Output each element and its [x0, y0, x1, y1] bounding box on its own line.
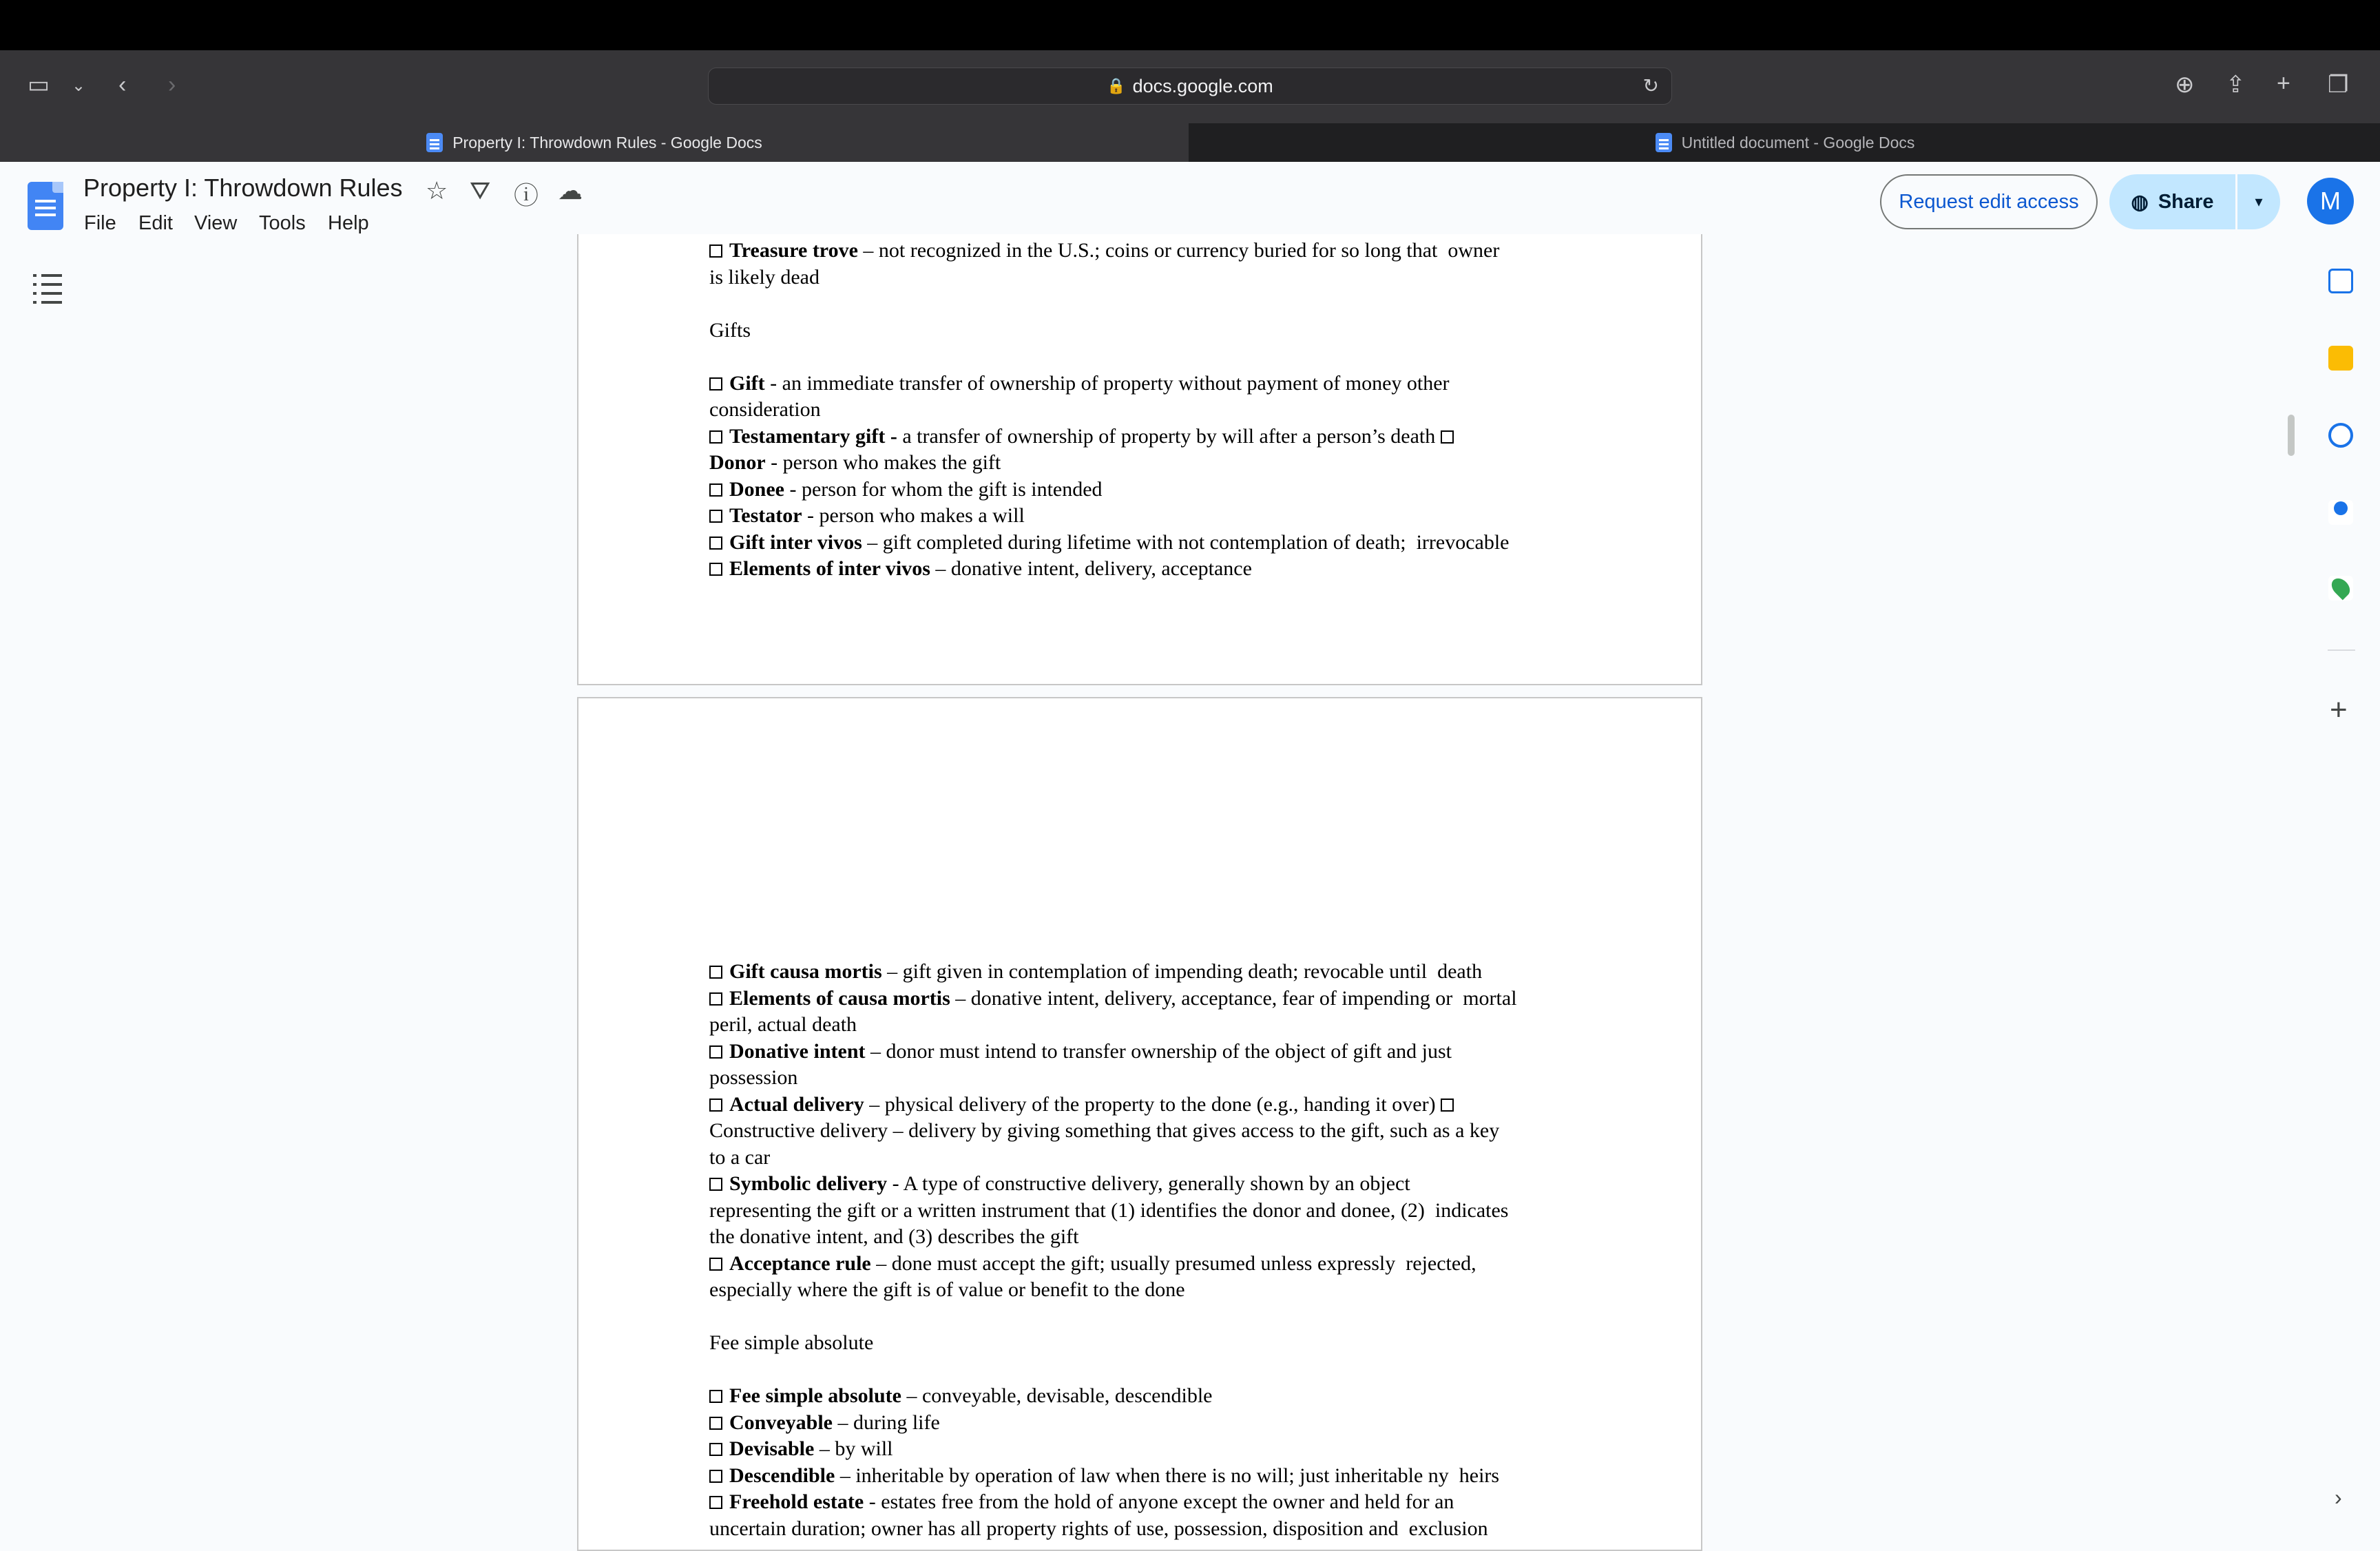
list-item	[709, 238, 1591, 264]
checkbox-bullet-icon	[1441, 1099, 1454, 1112]
share-icon[interactable]: ⇪	[2226, 72, 2246, 98]
maps-icon[interactable]	[2328, 576, 2353, 601]
definition-text: – donative intent, delivery, acceptance	[930, 557, 1252, 580]
list-item	[709, 530, 1591, 556]
avatar[interactable]: M	[2307, 178, 2354, 225]
checkbox-bullet-icon	[709, 563, 722, 576]
list-item	[709, 1516, 1591, 1543]
back-icon[interactable]: ‹	[118, 72, 127, 98]
cloud-status-icon[interactable]: ☁	[558, 176, 583, 205]
document-title[interactable]: Property I: Throwdown Rules	[83, 174, 403, 202]
definition-text: consideration	[709, 398, 821, 421]
tab-bar	[0, 123, 2380, 162]
definition-text: - an immediate transfer of ownership of property without payment of money other	[764, 371, 1450, 395]
list-item	[709, 986, 1591, 1012]
globe-icon: ◍	[2131, 191, 2149, 214]
menu-edit[interactable]: Edit	[138, 212, 173, 234]
checkbox-bullet-icon	[709, 1178, 722, 1191]
checkbox-bullet-icon	[709, 1417, 722, 1430]
definition-text: - person who makes the gift	[765, 451, 1001, 474]
list-item	[709, 556, 1591, 583]
blank-line	[709, 1304, 1591, 1331]
checkbox-bullet-icon	[709, 430, 722, 444]
term: Donee	[729, 477, 784, 501]
term: Gift causa mortis	[729, 960, 882, 983]
checkbox-bullet-icon	[709, 377, 722, 391]
term: Gift inter vivos	[729, 530, 862, 554]
scrollbar-thumb[interactable]	[2288, 415, 2295, 456]
list-item	[709, 1065, 1591, 1092]
checkbox-bullet-icon	[709, 537, 722, 550]
checkbox-bullet-icon	[709, 1099, 722, 1112]
checkbox-bullet-icon	[709, 1390, 722, 1403]
definition-text: possession	[709, 1066, 798, 1089]
menu-view[interactable]: View	[194, 212, 238, 234]
menu-file[interactable]: File	[84, 212, 116, 234]
definition-text: to a car	[709, 1145, 771, 1169]
blank-line	[709, 291, 1591, 318]
checkbox-bullet-icon	[709, 1496, 722, 1509]
address-bar[interactable]	[708, 67, 1672, 105]
page-2-content	[709, 959, 1591, 1542]
document-outline-icon[interactable]	[33, 274, 62, 310]
definition-text: – by will	[814, 1437, 893, 1460]
blank-line	[709, 344, 1591, 371]
list-item	[709, 1092, 1591, 1118]
page-1-content	[709, 238, 1591, 583]
term: Fee simple absolute	[729, 1384, 901, 1407]
definition-text: a transfer of ownership of property by will after a person’s death	[897, 424, 1441, 448]
definition-text: peril, actual death	[709, 1013, 857, 1036]
term: Actual delivery	[729, 1092, 864, 1116]
definition-text: especially where the gift is of value or benefit to the done	[709, 1278, 1185, 1301]
forward-icon[interactable]: ›	[168, 72, 176, 98]
term: Descendible	[729, 1464, 835, 1487]
list-item	[709, 397, 1591, 424]
checkbox-bullet-icon	[709, 1258, 722, 1271]
term: Gift	[729, 371, 765, 395]
section-heading: Gifts	[709, 318, 751, 342]
definition-text: – gift given in contemplation of impending death; revocable until death	[881, 960, 1483, 983]
term: Testamentary gift -	[729, 424, 897, 448]
checkbox-bullet-icon	[709, 1443, 722, 1456]
definition-text: – during life	[833, 1411, 940, 1434]
sidebar-toggle-icon[interactable]: ▭	[28, 72, 50, 98]
tasks-icon[interactable]	[2328, 423, 2353, 448]
list-item	[709, 1171, 1591, 1198]
list-item	[709, 1012, 1591, 1039]
definition-text: - estates free from the hold of anyone except the owner and held for an	[864, 1490, 1454, 1513]
checkbox-bullet-icon	[709, 244, 722, 258]
list-item	[709, 1436, 1591, 1463]
definition-text: is likely dead	[709, 265, 820, 289]
show-side-panel-chevron-icon[interactable]: ›	[2335, 1485, 2342, 1510]
definition-text: – done must accept the gift; usually presumed unless expressly rejected,	[870, 1251, 1476, 1275]
definition-text: – physical delivery of the property to the done (e.g., handing it over)	[864, 1092, 1441, 1116]
tab-untitled-document[interactable]: Untitled document - Google Docs	[1190, 123, 2380, 162]
checkbox-bullet-icon	[709, 992, 722, 1006]
checkbox-bullet-icon	[709, 1470, 722, 1483]
term: Symbolic delivery	[729, 1172, 888, 1195]
new-tab-icon[interactable]: +	[2277, 70, 2290, 96]
term: Acceptance rule	[729, 1251, 871, 1275]
request-edit-access-button[interactable]: Request edit access	[1880, 174, 2098, 229]
keep-icon[interactable]	[2328, 346, 2353, 371]
definition-text: - A type of constructive delivery, generally shown by an object	[887, 1172, 1410, 1195]
definition-text: - person who makes a will	[802, 504, 1025, 527]
list-item	[709, 1277, 1591, 1304]
definition-text: – conveyable, devisable, descendible	[901, 1384, 1213, 1407]
definition-text: – donative intent, delivery, acceptance, fear of impending or mortal	[950, 986, 1517, 1010]
list-item	[709, 1039, 1591, 1065]
calendar-icon[interactable]	[2328, 269, 2353, 293]
definition-text: – donor must intend to transfer ownership of the object of gift and just	[865, 1039, 1452, 1063]
side-panel-divider	[2328, 649, 2355, 651]
list-item	[709, 1198, 1591, 1225]
term: Donor	[709, 451, 766, 474]
share-dropdown-button[interactable]: ▾	[2237, 174, 2280, 229]
docs-tab-icon	[426, 133, 443, 152]
star-icon[interactable]: ☆	[426, 176, 448, 205]
menu-help[interactable]: Help	[328, 212, 369, 234]
download-icon[interactable]: ⊕	[2175, 72, 2195, 98]
term: Elements of causa mortis	[729, 986, 950, 1010]
docs-logo-icon[interactable]	[28, 182, 63, 230]
list-item	[709, 1251, 1591, 1278]
move-to-drive-icon[interactable]: ⛛	[470, 176, 491, 205]
checkbox-bullet-icon	[1441, 430, 1454, 444]
term: Conveyable	[729, 1411, 833, 1434]
term: Treasure trove	[729, 239, 858, 262]
tab-overview-icon[interactable]: ❐	[2328, 72, 2349, 98]
reload-icon[interactable]: ↻	[1642, 75, 1659, 96]
menu-tools[interactable]: Tools	[259, 212, 306, 234]
list-item	[709, 1463, 1591, 1490]
checkbox-bullet-icon	[709, 483, 722, 497]
share-button[interactable]: ◍ Share	[2109, 174, 2235, 229]
list-item	[709, 1224, 1591, 1251]
list-item	[709, 371, 1591, 397]
definition-text: - person for whom the gift is intended	[784, 477, 1103, 501]
term: Elements of inter vivos	[729, 557, 930, 580]
checkbox-bullet-icon	[709, 966, 722, 979]
chevron-down-icon[interactable]: ⌄	[72, 76, 86, 95]
window-topbar	[0, 0, 2380, 50]
contacts-icon[interactable]	[2328, 500, 2353, 525]
checkbox-bullet-icon	[709, 510, 722, 523]
lock-icon: 🔒	[1107, 77, 1126, 94]
list-item	[709, 264, 1591, 291]
definition-text: representing the gift or a written instrument that (1) identifies the donor and donee, (2) indicates	[709, 1198, 1509, 1222]
list-item	[709, 1489, 1591, 1516]
list-item	[709, 1410, 1591, 1437]
checkbox-bullet-icon	[709, 1045, 722, 1059]
section-heading: Fee simple absolute	[709, 1331, 874, 1354]
definition-text: Constructive delivery – delivery by giving something that gives access to the gift, such as a key	[709, 1119, 1500, 1142]
get-addons-icon[interactable]: +	[2330, 693, 2348, 727]
blank-line	[709, 1357, 1591, 1384]
info-icon[interactable]: ⓘ	[514, 181, 539, 209]
definition-text: – inheritable by operation of law when there is no will; just inheritable ny heirs	[835, 1464, 1500, 1487]
tab-property-throwdown[interactable]: Property I: Throwdown Rules - Google Docs	[0, 123, 1189, 162]
docs-tab-icon	[1656, 133, 1672, 152]
list-item	[709, 477, 1591, 503]
list-item	[709, 450, 1591, 477]
definition-text: the donative intent, and (3) describes the gift	[709, 1225, 1079, 1248]
definition-text: – not recognized in the U.S.; coins or currency buried for so long that owner	[857, 239, 1500, 262]
list-item	[709, 959, 1591, 986]
term: Testator	[729, 504, 802, 527]
list-item	[709, 1145, 1591, 1172]
definition-text: uncertain duration; owner has all property rights of use, possession, disposition and exclusion	[709, 1517, 1488, 1540]
list-item	[709, 503, 1591, 530]
term: Devisable	[729, 1437, 815, 1460]
url-text: docs.google.com	[1132, 75, 1273, 96]
term: Freehold estate	[729, 1490, 864, 1513]
list-item	[709, 1118, 1591, 1145]
list-item	[709, 424, 1591, 450]
term: Donative intent	[729, 1039, 866, 1063]
list-item	[709, 1383, 1591, 1410]
definition-text: – gift completed during lifetime with not contemplation of death; irrevocable	[862, 530, 1510, 554]
